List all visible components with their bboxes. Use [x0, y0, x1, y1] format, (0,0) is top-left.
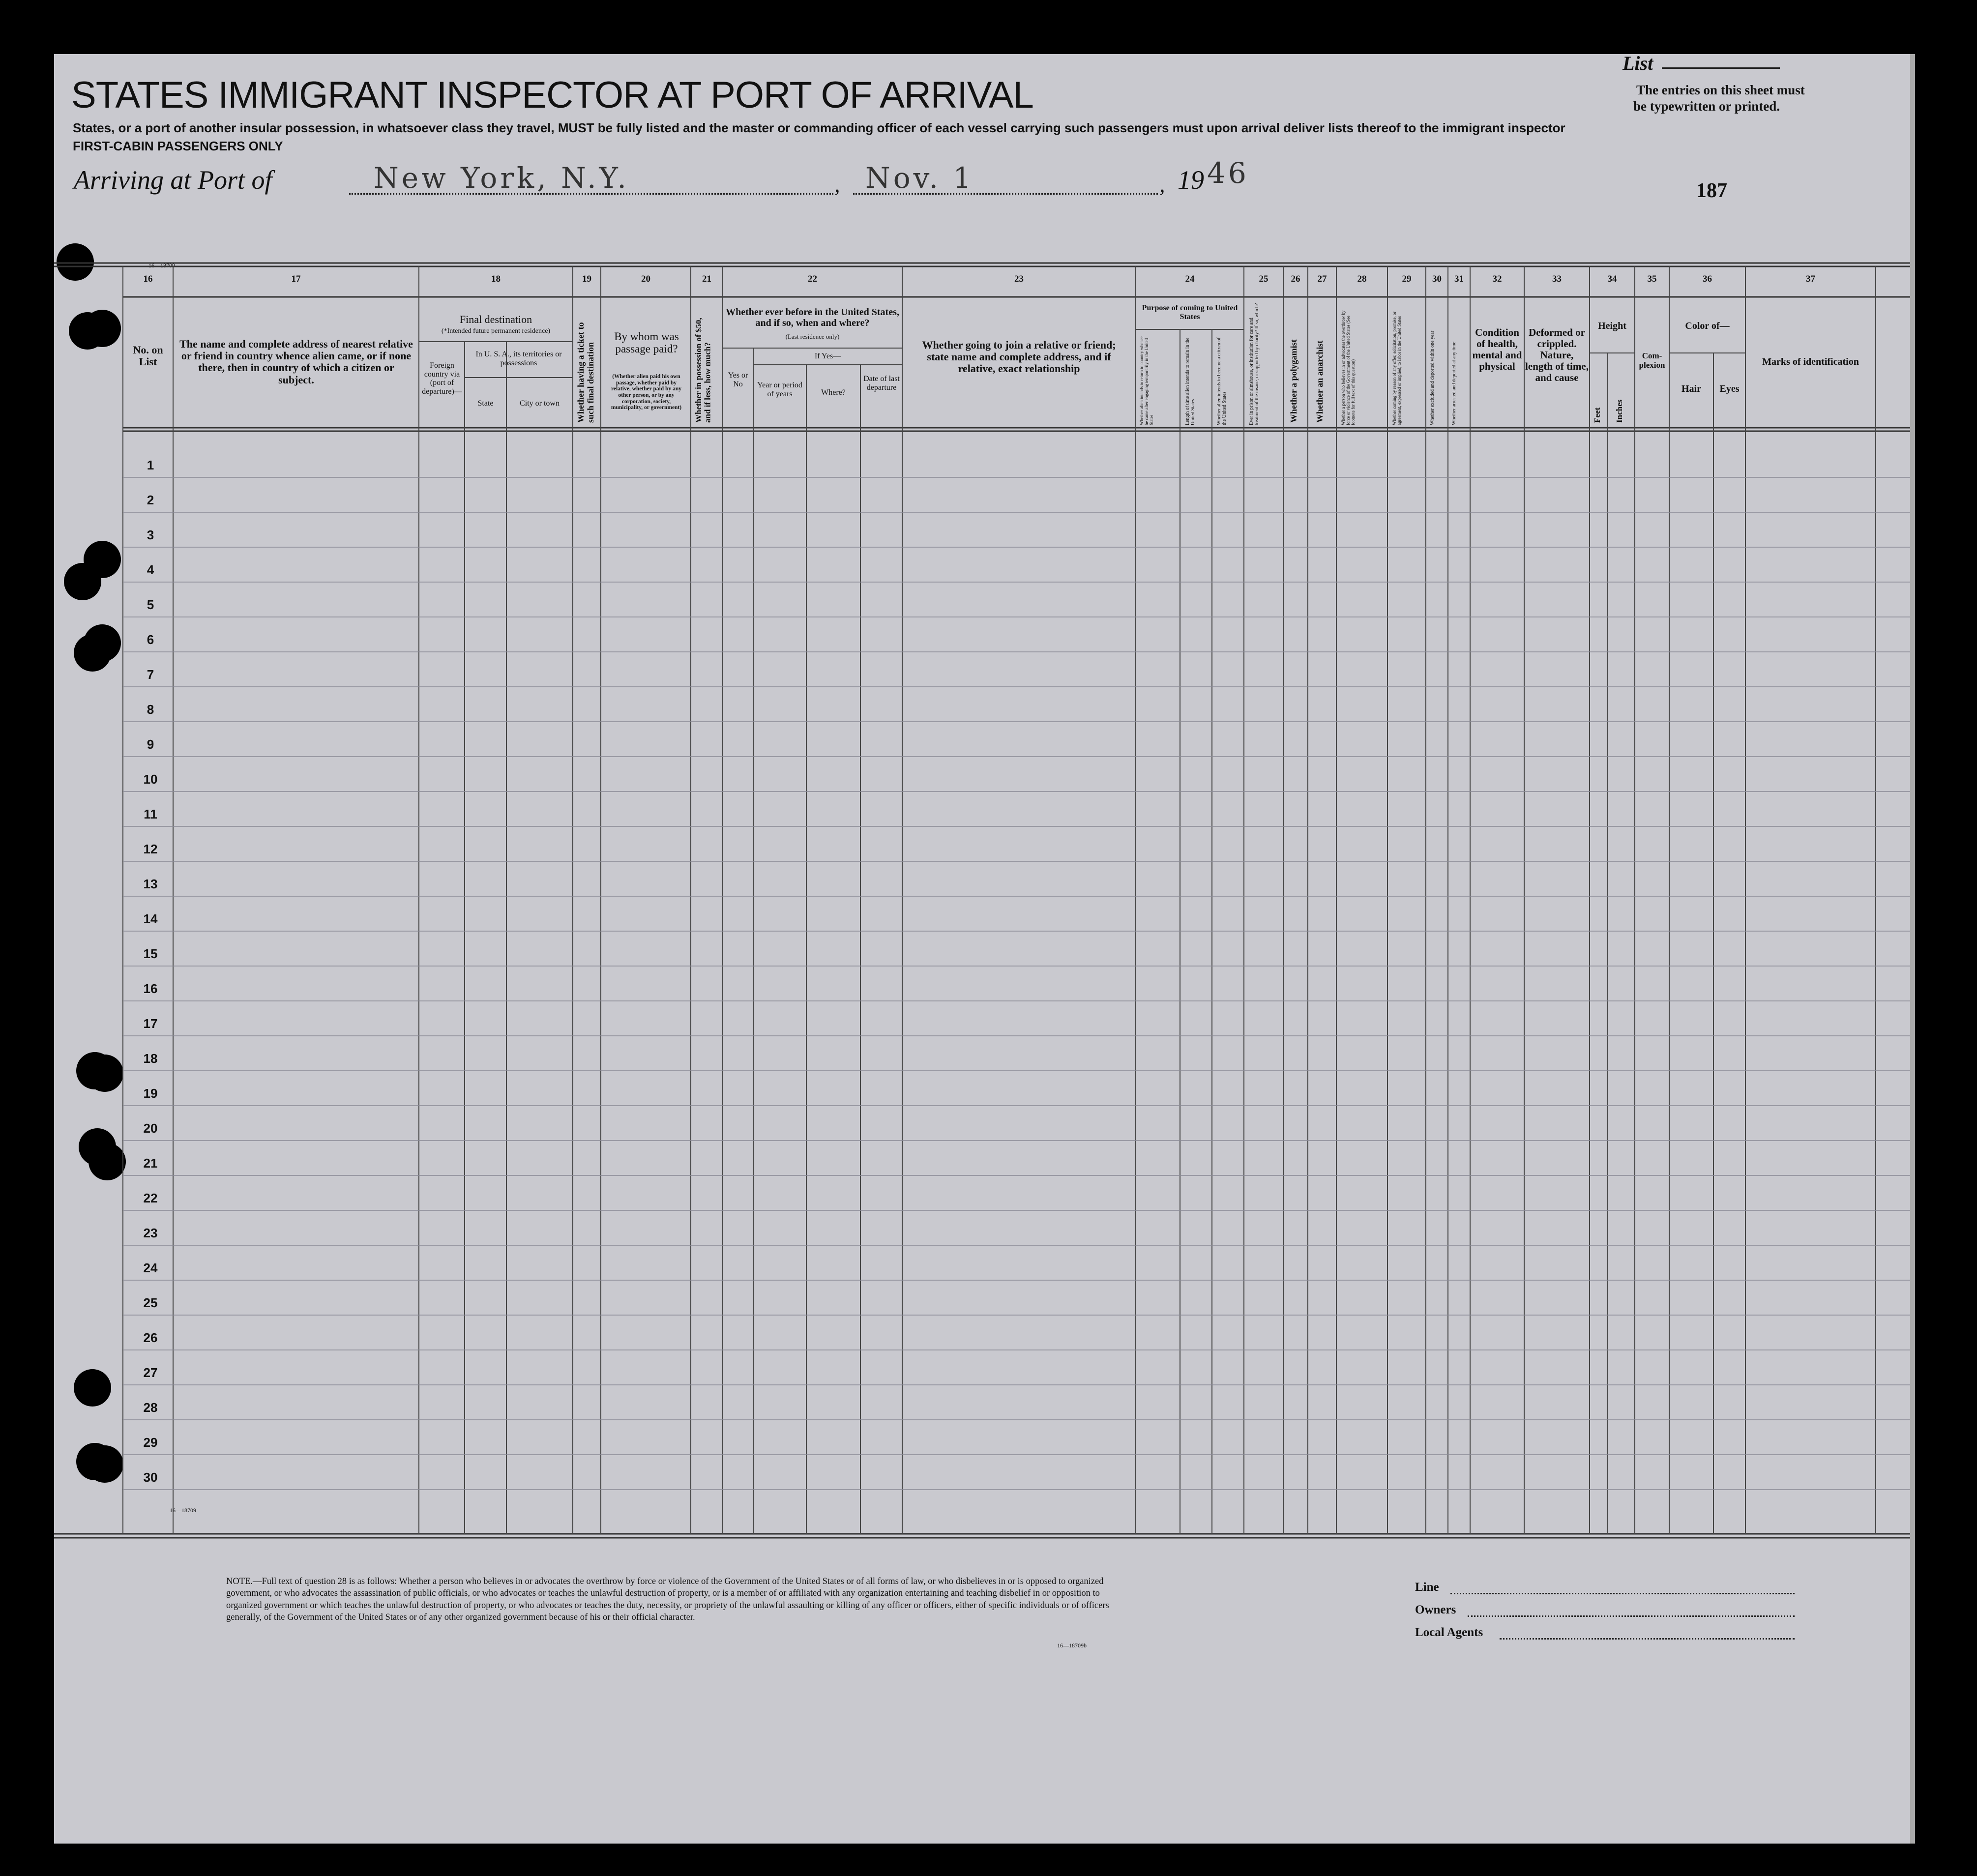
header-complexion: Com-plexion — [1639, 351, 1665, 370]
form-class: FIRST-CABIN PASSENGERS ONLY — [73, 139, 283, 153]
colnum-20: 20 — [641, 274, 650, 284]
header-year-period: Year or period of years — [757, 381, 802, 398]
colnum-37: 37 — [1806, 274, 1815, 284]
colnum-25: 25 — [1259, 274, 1269, 284]
header-no-on-list: No. on List — [133, 344, 163, 368]
row-number: 9 — [147, 737, 154, 752]
header-purpose-b: Length of time alien intends to remain in the United States — [1185, 337, 1196, 425]
header-eyes: Eyes — [1719, 383, 1740, 394]
sheet-number: 187 — [1696, 179, 1727, 202]
year-printed: 19 — [1178, 165, 1204, 195]
row-number: 4 — [147, 562, 154, 577]
row-number: 13 — [143, 877, 158, 891]
row-number: 10 — [143, 772, 158, 787]
colnum-36: 36 — [1703, 274, 1712, 284]
header-ticket: Whether having a ticket to such final destination — [576, 322, 595, 423]
local-agents-field — [1500, 1638, 1795, 1640]
line-field — [1450, 1593, 1795, 1594]
header-health: Condition of health, mental and physical — [1472, 326, 1522, 373]
header-polygamist: Whether a polygamist — [1289, 339, 1298, 423]
row-number: 15 — [143, 946, 158, 961]
owners-field — [1468, 1615, 1795, 1617]
row-number: 25 — [143, 1295, 158, 1310]
table-form-code: 16—18709 — [170, 1507, 196, 1514]
header-final-destination: Final destination — [459, 313, 532, 325]
row-number: 5 — [147, 597, 154, 612]
row-number: 22 — [143, 1191, 158, 1205]
header-yes-no: Yes or No — [728, 371, 748, 388]
colnum-23: 23 — [1014, 274, 1024, 284]
header-feet: Feet — [1593, 407, 1602, 423]
header-passage-note: (Whether alien paid his own passage, whether paid by relative, whether paid by any other person, or by any corporation, society, municipality, or government) — [611, 374, 682, 411]
row-number: 23 — [143, 1226, 158, 1240]
form-subtitle: States, or a port of another insular possession, in whatsoever class they travel, MUST be fully listed and the master or commanding officer of each vessel carrying such passengers must upon arrival deliver lists thereof to the immigrant inspector — [73, 120, 1565, 135]
row-number: 27 — [143, 1365, 158, 1380]
row-number: 21 — [143, 1156, 158, 1171]
header-purpose-c: Whether alien intends to become a citizen of the United States — [1216, 337, 1227, 425]
row-number: 24 — [143, 1260, 158, 1275]
header-purpose: Purpose of coming to United States — [1142, 304, 1238, 321]
list-label: List — [1623, 52, 1653, 74]
port-handwritten: New York, N.Y. — [374, 161, 629, 195]
header-purpose-a: Whether alien intends to return to country whence he came after engaging temporarily in the United States — [1139, 336, 1154, 425]
colnum-22: 22 — [808, 274, 817, 284]
header-if-yes: If Yes— — [814, 352, 841, 360]
entries-note-2: be typewritten or printed. — [1633, 99, 1780, 114]
colnum-30: 30 — [1432, 274, 1442, 284]
colnum-27: 27 — [1317, 274, 1327, 284]
row-number: 28 — [143, 1400, 158, 1415]
row-number: 29 — [143, 1435, 158, 1450]
colnum-19: 19 — [582, 274, 591, 284]
header-arrested: Whether arrested and deported at any time — [1451, 342, 1457, 425]
colnum-17: 17 — [291, 274, 301, 284]
colnum-28: 28 — [1357, 274, 1367, 284]
row-number: 14 — [143, 911, 158, 926]
row-number: 20 — [143, 1121, 158, 1136]
row-number: 8 — [147, 702, 154, 717]
header-join-relative: Whether going to join a relative or friend; state name and complete address, and if relative, exact relationship — [922, 339, 1116, 375]
row-number: 18 — [143, 1051, 158, 1066]
header-foreign-country: Foreign country via (port of departure)— — [422, 361, 462, 396]
row-number: 11 — [144, 807, 157, 821]
colnum-31: 31 — [1454, 274, 1464, 284]
form-code: 16—18709 — [148, 262, 175, 269]
header-final-destination-note: (*Intended future permanent residence) — [441, 327, 551, 335]
footnote: NOTE.—Full text of question 28 is as follows: Whether a person who believes in or advocates the overthrow by force or violence of the Government of the United States or of all forms of law, or who disbelieves in or is opposed to organized government, or who advocates the assassination of public officials, or who advocates or teaches the unlawful destruction of property, or is a member of or affiliated with any organization entertaining and teaching disbelief in or opposition to organized government or which teaches the unlawful destruction of property, or who advocates or teaches the duty, necessity, or propriety of the unlawful assaulting or killing of any officer or officers, either of specific individuals or of officers generally, of the Government of the United States or of any other organized government because of his or their official character. — [226, 1577, 1109, 1623]
header-labor-offer: Whether coming by reason of any offer, solicitation, promise, or agreement, expressed or implied, to labor in the United States — [1392, 311, 1402, 425]
header-ever-before: Whether ever before in the United States, and if so, when and where? — [726, 307, 899, 328]
header-hair: Hair — [1682, 383, 1701, 394]
header-fifty-dollars: Whether in possession of $50, and if less, how much? — [694, 318, 712, 423]
colnum-24: 24 — [1185, 274, 1195, 284]
header-relative-address: The name and complete address of nearest relative or friend in country whence alien came, or if none there, then in country of which a citizen or subject. — [179, 338, 413, 386]
header-inches: Inches — [1615, 399, 1624, 423]
row-number: 30 — [143, 1470, 158, 1485]
header-last-residence: (Last residence only) — [785, 333, 840, 340]
colnum-21: 21 — [702, 274, 711, 284]
colnum-35: 35 — [1647, 274, 1657, 284]
row-number: 19 — [143, 1086, 158, 1101]
colnum-26: 26 — [1291, 274, 1300, 284]
date-handwritten: Nov. 1 — [865, 161, 974, 195]
header-deformed: Deformed or crippled. Nature, length of time, and cause — [1525, 326, 1589, 384]
row-number: 12 — [143, 842, 158, 856]
header-prison: Ever in prison or almshouse, or institution for care and treatment of the insane, or supported by charity? If so, which? — [1249, 303, 1260, 425]
year-handwritten: 46 — [1207, 156, 1249, 190]
local-agents-label: Local Agents — [1415, 1626, 1483, 1639]
header-anarchist: Whether an anarchist — [1315, 340, 1325, 423]
colnum-16: 16 — [143, 274, 153, 284]
header-overthrow: Whether a person who believes in or advocates the overthrow by force or violence of the Government of the United States (See footnote for full text of this question) — [1341, 310, 1356, 425]
header-state: State — [477, 399, 494, 408]
line-label: Line — [1415, 1581, 1439, 1594]
row-number: 3 — [147, 528, 154, 542]
colnum-34: 34 — [1607, 274, 1617, 284]
header-last-departure: Date of last departure — [863, 375, 900, 392]
colnum-32: 32 — [1492, 274, 1502, 284]
owners-label: Owners — [1415, 1603, 1456, 1616]
header-where: Where? — [821, 388, 846, 397]
row-number: 2 — [147, 493, 154, 507]
row-number: 26 — [143, 1330, 158, 1345]
row-number: 16 — [143, 981, 158, 996]
footnote-code: 16—18709b — [1057, 1642, 1087, 1649]
colnum-29: 29 — [1402, 274, 1412, 284]
form-title: STATES IMMIGRANT INSPECTOR AT PORT OF ARRIVAL — [71, 74, 1033, 116]
header-color-of: Color of— — [1685, 321, 1730, 331]
header-excluded: Whether excluded and deported within one year — [1430, 330, 1435, 425]
row-number: 6 — [147, 632, 154, 647]
row-number: 1 — [147, 458, 154, 472]
row-number: 7 — [147, 667, 154, 682]
header-passage-paid: By whom was passage paid? — [614, 330, 679, 355]
colnum-33: 33 — [1552, 274, 1562, 284]
row-number: 17 — [143, 1016, 158, 1031]
colnum-18: 18 — [491, 274, 501, 284]
header-height: Height — [1598, 321, 1626, 331]
header-city: City or town — [520, 399, 560, 408]
header-marks: Marks of identification — [1762, 356, 1859, 367]
entries-note-1: The entries on this sheet must — [1636, 83, 1805, 97]
header-usa: In U. S. A., its territories or possessions — [475, 350, 562, 367]
arriving-label: Arriving at Port of — [74, 165, 272, 195]
